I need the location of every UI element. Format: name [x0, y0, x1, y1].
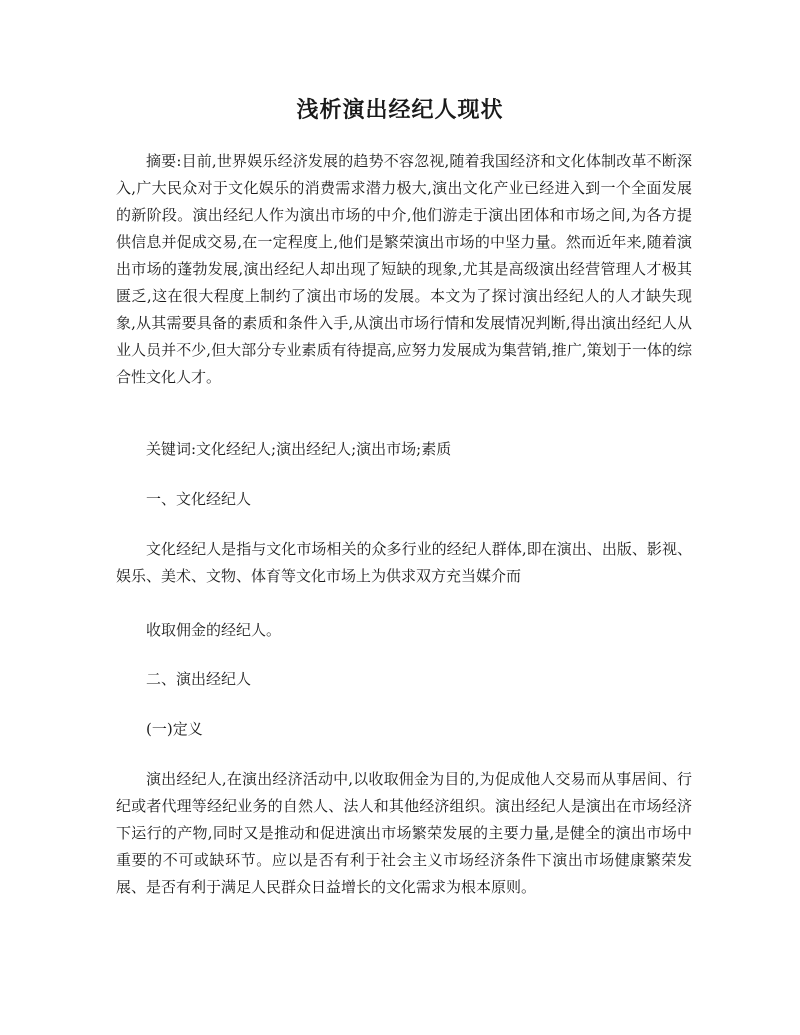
section-1-paragraph-continued: 收取佣金的经纪人。 [146, 621, 282, 639]
section-2-subheading: (一)定义 [146, 720, 203, 738]
abstract-paragraph: 摘要:目前,世界娱乐经济发展的趋势不容忽视,随着我国经济和文化体制改革不断深入,广大民众对于文化娱乐的消费需求潜力极大,演出文化产业已经进入到一个全面发展的新阶段。演出经纪人作为演出市场的中介,他们游走于演出团体和市场之间,为各方提供信息并促成交易,在一定程度上,他们是繁荣演出市场的中坚力量。然而近年来,随着演出市场的蓬勃发展,演出经纪人却出现了短缺的现象,尤其是高级演出经营管理人才极其匮乏,这在很大程度上制约了演出市场的发展。本文为了探讨演出经纪人的人才缺失现象,从其需要具备的素质和条件入手,从演出市场行情和发展情况判断,得出演出经纪人从业人员并不少,但大部分专业素质有待提高,应努力发展成为集营销,推广,策划于一体的综合性文化人才。 [116, 152, 692, 386]
section-2-paragraph: 演出经纪人,在演出经济活动中,以收取佣金为目的,为促成他人交易而从事居间、行纪或者代理等经纪业务的自然人、法人和其他经济组织。演出经纪人是演出在市场经济下运行的产物,同时又是推动和促进演出市场繁荣发展的主要力量,是健全的演出市场中重要的不可或缺环节。应以是否有利于社会主义市场经济条件下演出市场健康繁荣发展、是否有利于满足人民群众日益增长的文化需求为根本原则。 [116, 770, 692, 896]
section-1-heading: 一、文化经纪人 [146, 490, 252, 508]
section-1-paragraph: 文化经纪人是指与文化市场相关的众多行业的经纪人群体,即在演出、出版、影视、娱乐、美术、文物、体育等文化市场上为供求双方充当媒介而 [116, 540, 692, 585]
keywords-line: 关键词:文化经纪人;演出经纪人;演出市场;素质 [146, 440, 452, 458]
section-2-heading: 二、演出经纪人 [146, 670, 252, 688]
document-title: 浅析演出经纪人现状 [296, 98, 504, 123]
